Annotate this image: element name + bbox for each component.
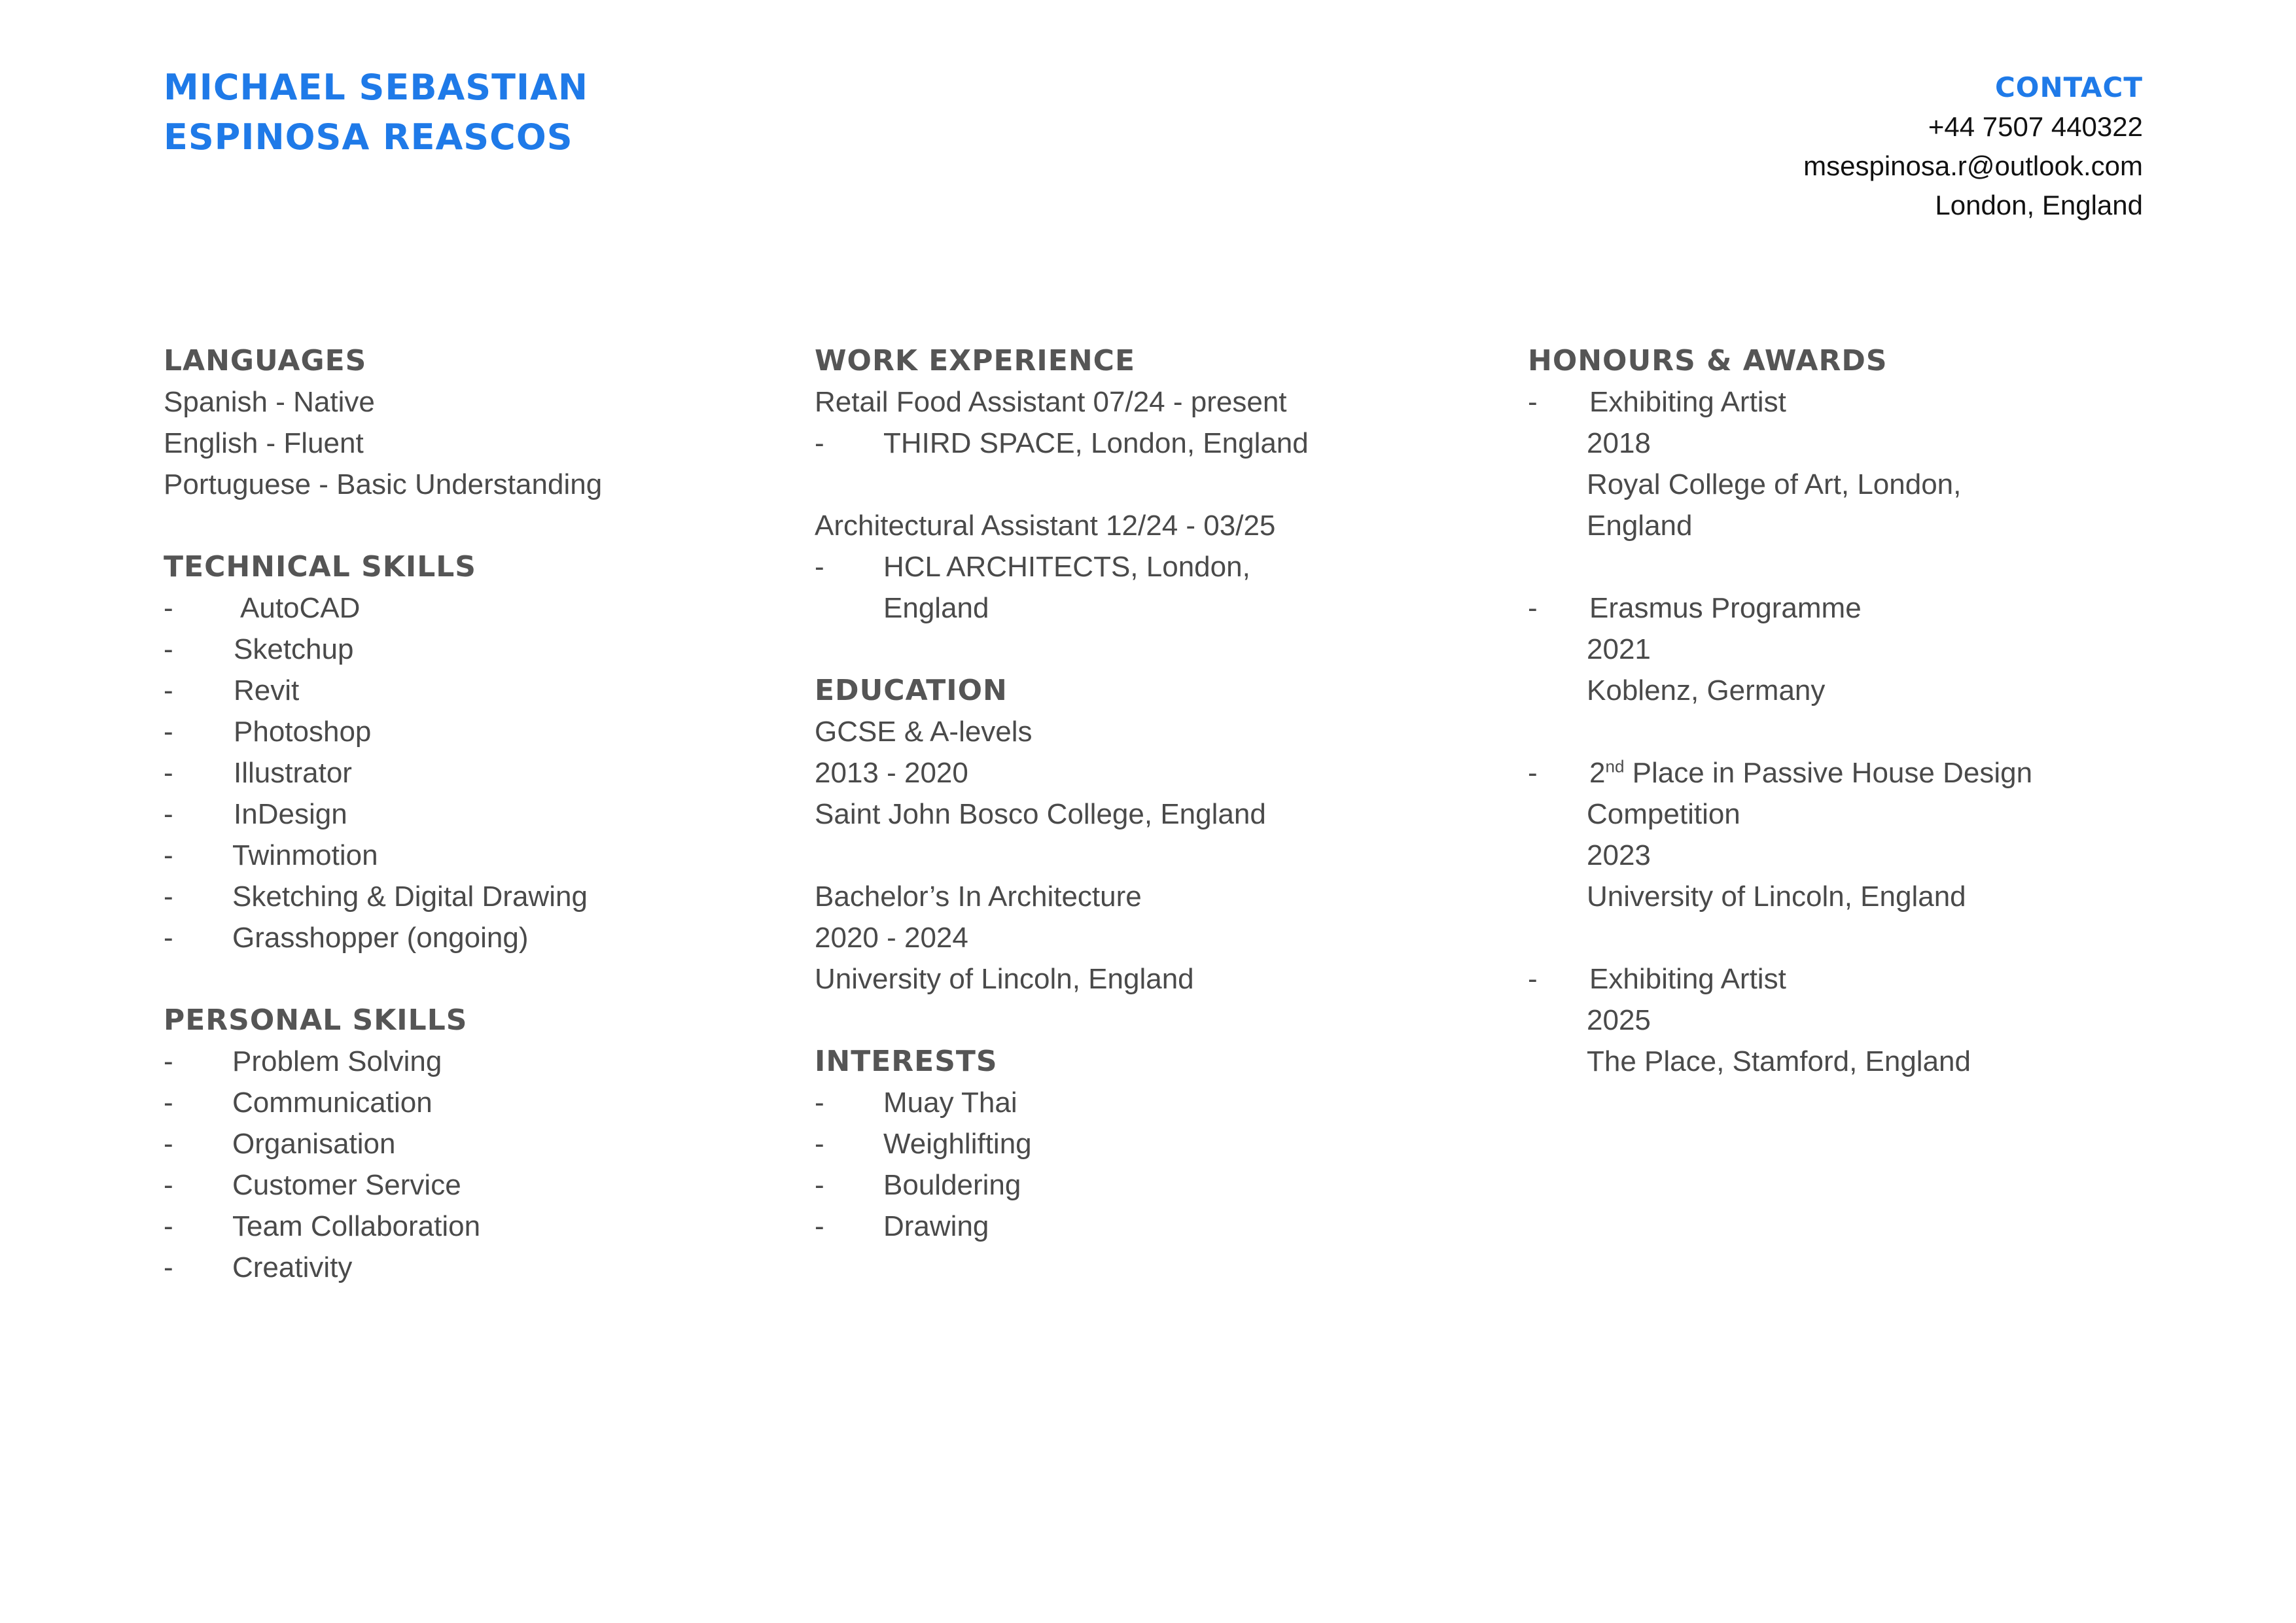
technical-skill-label: Grasshopper (ongoing)	[232, 922, 529, 954]
technical-skill-item	[164, 670, 779, 711]
bullet-dash: -	[815, 1210, 824, 1242]
education-heading: EDUCATION	[815, 674, 1008, 707]
work-place-line-1: HCL ARCHITECTS, London,	[883, 551, 1250, 583]
bullet-dash: -	[164, 757, 173, 789]
work-title: Architectural Assistant 12/24 - 03/25	[815, 510, 1276, 542]
interest-item	[815, 1206, 1508, 1247]
bullet-dash: -	[815, 1169, 824, 1201]
language-item: Spanish - Native	[164, 386, 375, 418]
personal-skill-item	[164, 1123, 779, 1164]
technical-skills-section	[164, 546, 779, 958]
work-place-line-2: England	[883, 592, 989, 624]
award-title	[1589, 752, 2032, 794]
education-title: Bachelor’s In Architecture	[815, 881, 1142, 913]
contact-heading: CONTACT	[1994, 71, 2143, 103]
name-line-2: ESPINOSA REASCOS	[164, 116, 573, 158]
bullet-dash: -	[164, 1087, 173, 1119]
languages-section	[164, 340, 779, 505]
language-item: English - Fluent	[164, 427, 364, 459]
personal-skill-label: Customer Service	[232, 1169, 461, 1201]
award-year: 2023	[1587, 839, 1651, 871]
bullet-dash: -	[164, 798, 173, 830]
award-title-line-2: Competition	[1587, 798, 1740, 830]
technical-skill-item	[164, 917, 779, 958]
technical-skill-item	[164, 587, 779, 629]
personal-skill-item	[164, 1082, 779, 1123]
interest-label: Weighlifting	[883, 1128, 1032, 1160]
award-title-ordinal: nd	[1605, 756, 1625, 777]
honours-section	[1528, 340, 2182, 1082]
education-place: Saint John Bosco College, England	[815, 798, 1266, 830]
technical-skill-label: Illustrator	[234, 757, 352, 789]
education-title: GCSE & A-levels	[815, 716, 1033, 748]
work-experience-section	[815, 340, 1508, 629]
interest-label: Bouldering	[883, 1169, 1021, 1201]
bullet-dash: -	[815, 551, 824, 583]
technical-skill-item	[164, 794, 779, 835]
award-title: Erasmus Programme	[1589, 592, 1862, 624]
bullet-dash: -	[1528, 757, 1538, 789]
name-line-1: MICHAEL SEBASTIAN	[164, 67, 589, 108]
technical-skill-item	[164, 711, 779, 752]
technical-skills-heading: TECHNICAL SKILLS	[164, 550, 476, 584]
contact-block	[1803, 68, 2143, 225]
personal-skill-label: Communication	[232, 1087, 433, 1119]
award-entry	[1528, 587, 2182, 711]
award-title-number: 2	[1589, 757, 1606, 789]
honours-heading: HONOURS & AWARDS	[1528, 344, 1888, 377]
bullet-dash: -	[815, 1087, 824, 1119]
interest-label: Muay Thai	[883, 1087, 1017, 1119]
bullet-dash: -	[1528, 963, 1538, 995]
award-year: 2021	[1587, 633, 1651, 665]
bullet-dash: -	[1528, 592, 1538, 624]
award-entry	[1528, 752, 2182, 917]
interest-item	[815, 1164, 1508, 1206]
interest-item	[815, 1082, 1508, 1123]
personal-skill-label: Organisation	[232, 1128, 396, 1160]
education-place: University of Lincoln, England	[815, 963, 1194, 995]
personal-skill-label: Creativity	[232, 1251, 353, 1283]
language-item: Portuguese - Basic Understanding	[164, 468, 603, 500]
work-experience-heading: WORK EXPERIENCE	[815, 344, 1135, 377]
technical-skill-label: Photoshop	[234, 716, 372, 748]
bullet-dash: -	[1528, 386, 1538, 418]
technical-skill-item	[164, 835, 779, 876]
technical-skill-label: InDesign	[234, 798, 347, 830]
bullet-dash: -	[164, 592, 173, 624]
work-entry	[815, 505, 1508, 629]
bullet-dash: -	[164, 674, 173, 707]
personal-skill-label: Team Collaboration	[232, 1210, 481, 1242]
bullet-dash: -	[164, 1045, 173, 1077]
award-place-line-1: Royal College of Art, London,	[1587, 468, 1962, 500]
personal-skill-label: Problem Solving	[232, 1045, 442, 1077]
technical-skill-label: Twinmotion	[232, 839, 378, 871]
bullet-dash: -	[164, 716, 173, 748]
personal-skills-section	[164, 1000, 779, 1288]
candidate-name	[164, 63, 588, 162]
personal-skill-item	[164, 1164, 779, 1206]
technical-skill-item	[164, 876, 779, 917]
interests-section	[815, 1041, 1508, 1247]
work-place	[815, 546, 1508, 629]
contact-email: msespinosa.r@outlook.com	[1803, 150, 2143, 181]
right-column	[1528, 340, 2182, 1123]
education-entry	[815, 711, 1508, 835]
award-place: University of Lincoln, England	[1587, 881, 1966, 913]
bullet-dash: -	[164, 633, 173, 665]
technical-skill-label: Sketching & Digital Drawing	[232, 881, 588, 913]
personal-skill-item	[164, 1247, 779, 1288]
contact-phone: +44 7507 440322	[1928, 111, 2143, 142]
interests-heading: INTERESTS	[815, 1045, 998, 1078]
bullet-dash: -	[164, 1210, 173, 1242]
education-years: 2013 - 2020	[815, 757, 968, 789]
technical-skill-item	[164, 629, 779, 670]
contact-location: London, England	[1935, 190, 2143, 220]
bullet-dash: -	[164, 881, 173, 913]
bullet-dash: -	[164, 1251, 173, 1283]
technical-skill-label: Revit	[234, 674, 300, 707]
personal-skills-heading: PERSONAL SKILLS	[164, 1003, 468, 1037]
education-years: 2020 - 2024	[815, 922, 968, 954]
bullet-dash: -	[164, 922, 173, 954]
interest-label: Drawing	[883, 1210, 989, 1242]
award-title: Exhibiting Artist	[1589, 386, 1786, 418]
work-entry	[815, 381, 1508, 464]
work-place-label: THIRD SPACE, London, England	[883, 427, 1309, 459]
award-year: 2018	[1587, 427, 1651, 459]
middle-column	[815, 340, 1508, 1288]
bullet-dash: -	[164, 1128, 173, 1160]
work-title: Retail Food Assistant 07/24 - present	[815, 386, 1287, 418]
work-place-label	[883, 546, 1508, 629]
technical-skill-label: AutoCAD	[240, 592, 361, 624]
award-title: Exhibiting Artist	[1589, 963, 1786, 995]
interest-item	[815, 1123, 1508, 1164]
award-place-line-2: England	[1587, 510, 1693, 542]
education-entry	[815, 876, 1508, 1000]
award-title-rest: Place in Passive House Design	[1624, 757, 2033, 789]
award-entry	[1528, 958, 2182, 1082]
award-place: The Place, Stamford, England	[1587, 1045, 1971, 1077]
bullet-dash: -	[815, 1128, 824, 1160]
work-place	[815, 423, 1508, 464]
award-place: Koblenz, Germany	[1587, 674, 1826, 707]
left-column	[164, 340, 779, 1329]
personal-skill-item	[164, 1041, 779, 1082]
bullet-dash: -	[164, 1169, 173, 1201]
technical-skill-item	[164, 752, 779, 794]
education-section	[815, 670, 1508, 1000]
personal-skill-item	[164, 1206, 779, 1247]
award-year: 2025	[1587, 1004, 1651, 1036]
languages-heading: LANGUAGES	[164, 344, 367, 377]
technical-skill-label: Sketchup	[234, 633, 354, 665]
award-entry	[1528, 381, 2182, 546]
bullet-dash: -	[815, 427, 824, 459]
bullet-dash: -	[164, 839, 173, 871]
